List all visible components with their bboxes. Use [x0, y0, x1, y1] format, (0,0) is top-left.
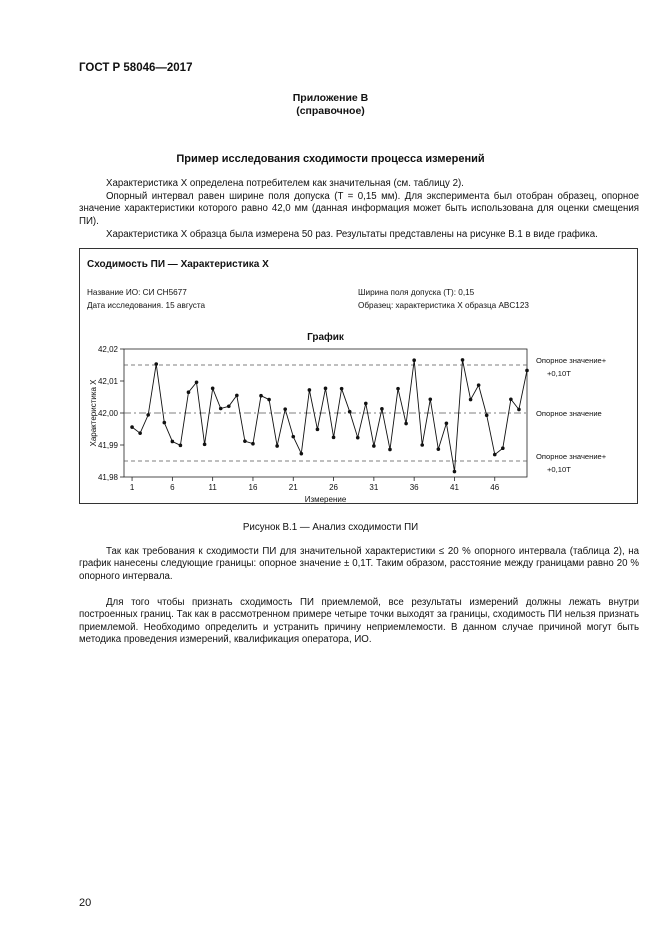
data-point [428, 397, 432, 401]
figure-heading: Сходимость ПИ — Характеристика X [87, 259, 269, 270]
appendix-subtitle: (справочное) [296, 105, 365, 117]
data-point [324, 387, 328, 391]
data-point [138, 431, 142, 435]
data-point [171, 440, 175, 444]
data-point [316, 428, 320, 432]
data-point [251, 442, 255, 446]
y-axis-label: Характеристика X [89, 379, 98, 447]
x-tick-label: 26 [329, 483, 339, 492]
meta-date: Дата исследования. 15 августа [87, 301, 206, 310]
series-line [132, 360, 527, 472]
data-point [372, 444, 376, 448]
data-point [509, 397, 513, 401]
data-point [154, 362, 158, 366]
data-point [146, 413, 150, 417]
data-point [437, 447, 441, 451]
data-point [291, 435, 295, 439]
data-point [501, 446, 505, 450]
data-point [243, 439, 247, 443]
x-tick-label: 16 [248, 483, 258, 492]
data-point [340, 387, 344, 391]
data-point [332, 436, 336, 440]
data-point [404, 422, 408, 426]
data-point [453, 470, 457, 474]
data-point [195, 380, 199, 384]
paragraph-4 [79, 546, 639, 583]
data-point [525, 369, 529, 373]
x-tick-label: 21 [288, 483, 298, 492]
data-point [461, 358, 465, 362]
data-point [420, 443, 424, 447]
y-tick-label: 41,98 [97, 473, 118, 482]
data-point [396, 387, 400, 391]
data-point [493, 453, 497, 457]
data-point [163, 421, 167, 425]
data-point [412, 358, 416, 362]
data-point [517, 408, 521, 412]
data-point [179, 444, 183, 448]
data-point [308, 388, 312, 392]
meta-sample: Образец: характеристика X образца ABC123 [358, 301, 529, 310]
chart-title: График [307, 332, 344, 343]
data-point [380, 407, 384, 411]
data-point [130, 425, 134, 429]
data-point [259, 394, 263, 398]
data-point [388, 448, 392, 452]
appendix-title: Приложение В [292, 92, 369, 104]
data-point [445, 421, 449, 425]
data-point [275, 444, 279, 448]
y-tick-label: 41,99 [97, 441, 118, 450]
x-tick-label: 46 [490, 483, 500, 492]
x-axis-label: Измерение [304, 495, 347, 504]
data-point [211, 387, 215, 391]
data-point [469, 398, 473, 402]
paragraph-5-text: Для того чтобы признать сходимость ПИ приемлемой, все результаты измерений должны лежать внутри построенных границ. Так как в рассмотренном примере четыре точки выходят за границы, сходимость ПИ нельзя признать приемлемой. Необходимо определить и устранить причину неприемлемости. В данном случае причиной могут быть методика проведения измерений, квалификация оператора, ИО. [79, 597, 639, 646]
section-title: Пример исследования сходимости процесса измерений [176, 153, 485, 165]
data-point [267, 398, 271, 402]
x-tick-label: 6 [170, 483, 175, 492]
data-point [477, 383, 481, 387]
meta-instrument: Название ИО: СИ CH5677 [87, 288, 187, 297]
data-point [485, 413, 489, 417]
meta-tolerance: Ширина поля допуска (T): 0,15 [358, 288, 475, 297]
data-point [348, 410, 352, 414]
x-tick-label: 31 [369, 483, 379, 492]
paragraph-5 [79, 597, 639, 647]
y-tick-label: 42,02 [97, 345, 118, 354]
x-tick-label: 11 [208, 483, 217, 492]
data-point [203, 443, 207, 447]
reference-line-label: +0,10T [547, 369, 571, 378]
x-tick-label: 1 [129, 483, 135, 492]
paragraph-1-text: Характеристика X определена потребителем как значительная (см. таблицу 2). [106, 178, 464, 189]
data-point [283, 407, 287, 411]
reference-line-label: Опорное значение+ [536, 452, 607, 461]
y-tick-label: 42,00 [97, 409, 118, 418]
reference-line-label: Опорное значение+ [536, 356, 607, 365]
paragraph-3-text: Характеристика X образца была измерена 50 раз. Результаты представлены на рисунке В.1 в виде графика. [106, 229, 598, 240]
figure-caption: Рисунок В.1 — Анализ сходимости ПИ [242, 522, 419, 533]
paragraph-2-text: Опорный интервал равен ширине поля допуска (T = 0,15 мм). Для эксперимента был отобран образец, опорное значение характеристики которого равно 42,0 мм (данная информация может быть использована для оценки смещения ПИ). [79, 191, 639, 227]
data-point [356, 436, 360, 440]
standard-header: ГОСТ Р 58046—2017 [79, 62, 193, 74]
data-point [364, 402, 368, 406]
x-tick-label: 41 [450, 483, 459, 492]
data-point [219, 407, 223, 411]
page-number: 20 [79, 897, 92, 909]
data-point [227, 404, 231, 408]
paragraph-4-text: Так как требования к сходимости ПИ для значительной характеристики ≤ 20 % опорного интервала (таблица 2), на график нанесены следующие границы: опорное значение ± 0,1T. Таким образом, расстояние между границами равно 20 % опорного интервала. [79, 546, 639, 582]
reference-line-label: +0,10T [547, 465, 571, 474]
y-tick-label: 42,01 [97, 377, 118, 386]
reference-line-label: Опорное значение [536, 409, 602, 418]
data-point [300, 452, 304, 456]
data-point [235, 394, 239, 398]
x-tick-label: 36 [409, 483, 419, 492]
data-point [187, 390, 191, 394]
